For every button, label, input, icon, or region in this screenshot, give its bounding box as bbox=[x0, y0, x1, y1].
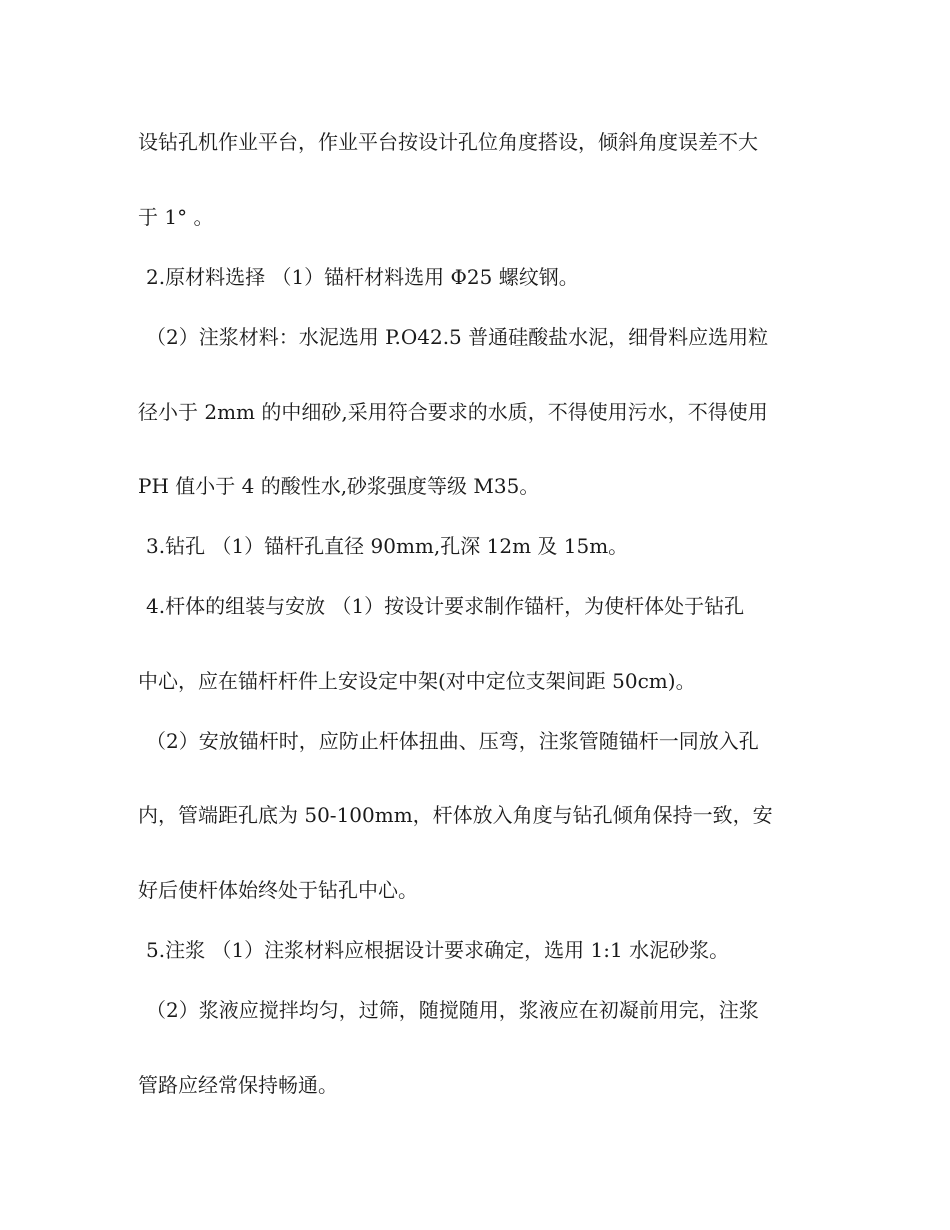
text-line-4: （2）注浆材料：水泥选用 P.O42.5 普通硅酸盐水泥，细骨料应选用粒 bbox=[146, 325, 769, 349]
text-line-2: 于 1° 。 bbox=[138, 205, 214, 229]
text-line-1: 设钻孔机作业平台，作业平台按设计孔位角度搭设，倾斜角度误差不大 bbox=[138, 130, 758, 154]
text-line-5: 径小于 2mm 的中细砂,采用符合要求的水质，不得使用污水，不得使用 bbox=[138, 400, 768, 424]
section-4-heading-line: 4.杆体的组装与安放 （1）按设计要求制作锚杆，为使杆体处于钻孔 bbox=[146, 594, 745, 618]
section-5-heading-line: 5.注浆 （1）注浆材料应根据设计要求确定，选用 1:1 水泥砂浆。 bbox=[146, 938, 730, 962]
text-line-12: 好后使杆体始终处于钻孔中心。 bbox=[138, 878, 418, 902]
text-line-9: 中心，应在锚杆杆件上安设定中架(对中定位支架间距 50cm)。 bbox=[138, 669, 696, 693]
section-2-heading-line: 2.原材料选择 （1）锚杆材料选用 Φ25 螺纹钢。 bbox=[146, 265, 579, 289]
section-3-heading-line: 3.钻孔 （1）锚杆孔直径 90mm,孔深 12m 及 15m。 bbox=[146, 534, 629, 558]
text-line-14: （2）浆液应搅拌均匀，过筛，随搅随用，浆液应在初凝前用完，注浆 bbox=[146, 998, 759, 1022]
text-line-10: （2）安放锚杆时，应防止杆体扭曲、压弯，注浆管随锚杆一同放入孔 bbox=[146, 729, 759, 753]
text-line-11: 内，管端距孔底为 50-100mm，杆体放入角度与钻孔倾角保持一致，安 bbox=[138, 803, 773, 827]
text-line-15: 管路应经常保持畅通。 bbox=[138, 1073, 338, 1097]
text-line-6: PH 值小于 4 的酸性水,砂浆强度等级 M35。 bbox=[138, 474, 540, 498]
